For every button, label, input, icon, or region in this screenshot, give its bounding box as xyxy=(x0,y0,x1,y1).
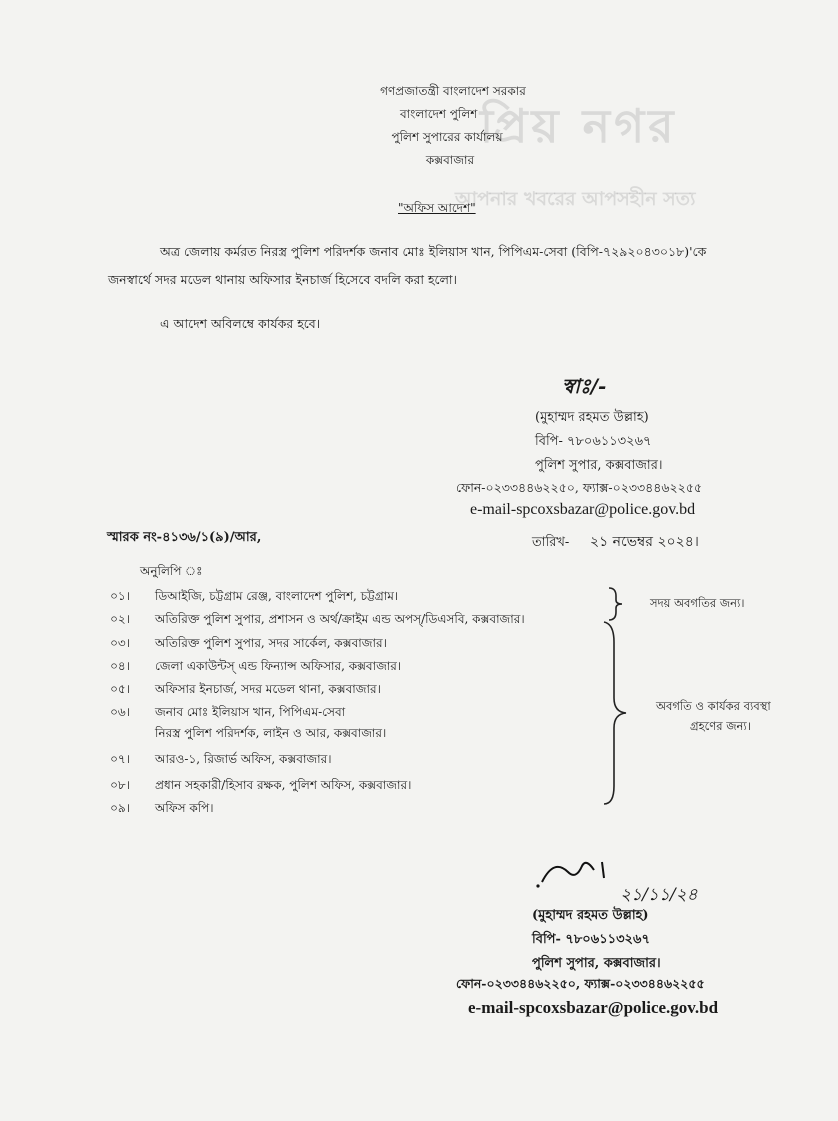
body-para2: এ আদেশ অবিলম্বে কার্যকর হবে। xyxy=(160,316,321,331)
order-title: "অফিস আদেশ" xyxy=(398,201,476,215)
list-item-num: ০৫। xyxy=(110,682,130,696)
sig2-phone: ফোন-০২৩৩৪৪৬২২৫০, ফ্যাক্স-০২৩৩৪৪৬২২৫৫ xyxy=(456,976,705,991)
list-item-text: জনাব মোঃ ইলিয়াস খান, পিপিএম-সেবা xyxy=(155,705,346,719)
brace-large xyxy=(600,620,630,806)
watermark-subtitle: আপনার খবরের আপসহীন সত্য xyxy=(455,188,696,210)
header-police: বাংলাদেশ পুলিশ xyxy=(400,107,478,121)
list-item-num: ০৯। xyxy=(110,801,130,815)
body-para1-line1: অত্র জেলায় কর্মরত নিরস্ত্র পুলিশ পরিদর্শক জনাব মোঃ ইলিয়াস খান, পিপিএম-সেবা (বিপি-৭২৯২০৪৩০১৮)'কে xyxy=(160,244,707,259)
list-item-num: ০৩। xyxy=(110,636,130,650)
list-item-text: নিরস্ত্র পুলিশ পরিদর্শক, লাইন ও আর, কক্সবাজার। xyxy=(155,726,387,740)
sig1-designation: পুলিশ সুপার, কক্সবাজার। xyxy=(535,458,663,473)
sig1-email: e-mail-spcoxsbazar@police.gov.bd xyxy=(470,501,696,518)
list-item-text: প্রধান সহকারী/হিসাব রক্ষক, পুলিশ অফিস, কক্সবাজার। xyxy=(155,778,412,792)
list-item-text: জেলা একাউন্টস্ এন্ড ফিন্যান্স অফিসার, কক্সবাজার। xyxy=(155,659,402,673)
note-action-line1: অবগতি ও কার্যকর ব্যবস্থা xyxy=(656,699,771,713)
list-item-num: ০২। xyxy=(110,612,130,626)
list-item-text: অতিরিক্ত পুলিশ সুপার, সদর সার্কেল, কক্সবাজার। xyxy=(155,636,387,650)
body-para1-line2: জনস্বার্থে সদর মডেল থানায় অফিসার ইনচার্জ হিসেবে বদলি করা হলো। xyxy=(108,272,457,287)
list-item-text: অতিরিক্ত পুলিশ সুপার, প্রশাসন ও অর্থ/ক্রাইম এন্ড অপস্/ডিএসবি, কক্সবাজার। xyxy=(155,612,525,626)
list-item-text: ডিআইজি, চট্টগ্রাম রেঞ্জ, বাংলাদেশ পুলিশ, চট্টগ্রাম। xyxy=(155,589,399,603)
sig1-bp: বিপি- ৭৮০৬১১৩২৬৭ xyxy=(535,434,652,449)
list-item-text: অফিসার ইনচার্জ, সদর মডেল থানা, কক্সবাজার। xyxy=(155,682,381,696)
list-item-num: ০৪। xyxy=(110,659,130,673)
sig2-date: ২১/১১/২৪ xyxy=(620,885,698,905)
sig2-bp: বিপি- ৭৮০৬১১৩২৬৭ xyxy=(532,932,650,947)
header-office: পুলিশ সুপারের কার্যালয় xyxy=(391,130,503,144)
watermark-title: প্রিয় নগর xyxy=(480,99,678,153)
list-item-num: ০৬। xyxy=(110,705,130,719)
sig2-email: e-mail-spcoxsbazar@police.gov.bd xyxy=(468,998,719,1017)
memo-date-label: তারিখ- xyxy=(532,535,570,550)
note-info: সদয় অবগতির জন্য। xyxy=(650,596,745,610)
signature-scribble xyxy=(534,852,614,892)
list-item-num: ০১। xyxy=(110,589,130,603)
header-govt: গণপ্রজাতন্ত্রী বাংলাদেশ সরকার xyxy=(380,84,526,98)
sig1-name: (মুহাম্মদ রহমত উল্লাহ) xyxy=(535,410,649,425)
sig1-phone: ফোন-০২৩৩৪৪৬২২৫০, ফ্যাক্স-০২৩৩৪৪৬২২৫৫ xyxy=(456,480,702,495)
brace-small xyxy=(606,586,626,622)
copy-to-heading: অনুলিপি ঃ xyxy=(140,564,203,578)
list-item-text: আরও-১, রিজার্ভ অফিস, কক্সবাজার। xyxy=(155,752,332,766)
sig2-name: (মুহাম্মদ রহমত উল্লাহ) xyxy=(532,908,649,923)
list-item-text: অফিস কপি। xyxy=(155,801,214,815)
list-item-num: ০৭। xyxy=(110,752,130,766)
header-district: কক্সবাজার xyxy=(425,153,475,167)
memo-date-value: ২১ নভেম্বর ২০২৪। xyxy=(590,534,699,550)
sig2-designation: পুলিশ সুপার, কক্সবাজার। xyxy=(532,956,661,971)
list-item-num: ০৮। xyxy=(110,778,130,792)
memo-number: স্মারক নং-৪১৩৬/১(৯)/আর, xyxy=(107,530,262,545)
signature-mark: স্বাঃ/- xyxy=(562,374,607,398)
note-action-line2: গ্রহণের জন্য। xyxy=(690,719,751,733)
